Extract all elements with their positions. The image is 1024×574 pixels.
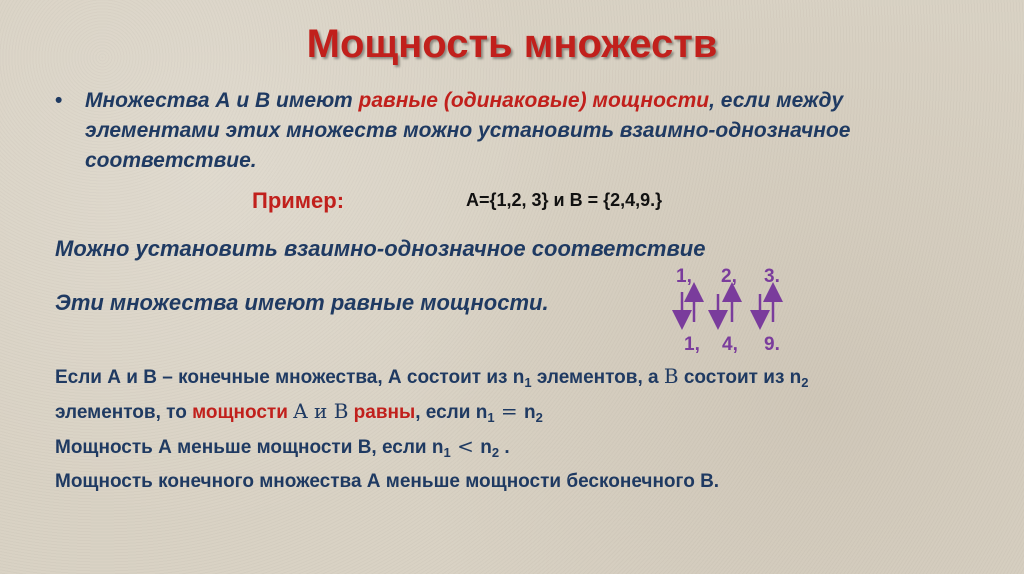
example-label: Пример: bbox=[252, 188, 345, 213]
p2-equals: = bbox=[494, 399, 525, 423]
mapping-top-3: 3. bbox=[764, 266, 780, 287]
bullet-marker: • bbox=[55, 89, 63, 112]
p1-sub-2: 2 bbox=[801, 375, 809, 390]
mapping-bottom-1: 1, bbox=[684, 334, 700, 355]
definition-part2: , если между элементами этих множеств можно установить взаимно-однозначное соответствие. bbox=[85, 89, 851, 172]
p2-red-2: равны bbox=[348, 402, 416, 423]
mapping-bottom-3: 9. bbox=[764, 334, 780, 355]
p1-text-a: Если А и В – конечные множества, А состоит из n bbox=[55, 367, 525, 388]
p1-text-b: элементов, а bbox=[531, 367, 664, 388]
p3-text-c: . bbox=[499, 437, 510, 458]
p3-text-a: Мощность А меньше мощности В, если n bbox=[55, 437, 444, 458]
p1-set-b: B bbox=[663, 364, 679, 388]
correspondence-statement: Можно установить взаимно-однозначное соответствие bbox=[55, 236, 706, 261]
p3-less-than: < bbox=[450, 434, 481, 458]
p1-sub-1: 1 bbox=[524, 375, 532, 390]
para-line-1 bbox=[55, 362, 985, 397]
finite-sets-paragraph bbox=[55, 362, 985, 496]
p2-sub-2: 2 bbox=[535, 410, 543, 425]
slide-title: Мощность множеств bbox=[306, 22, 718, 66]
example-sets: А={1,2, 3} и В = {2,4,9.} bbox=[466, 190, 663, 210]
definition-highlight: равные (одинаковые) мощности bbox=[358, 89, 710, 112]
para-line-2 bbox=[55, 397, 985, 432]
p3-sub-2: 2 bbox=[491, 445, 500, 460]
p3-sub-1: 1 bbox=[443, 445, 451, 460]
equal-cardinality-statement: Эти множества имеют равные мощности. bbox=[55, 290, 549, 315]
para-line-4: Мощность конечного множества А меньше мощности бесконечного В. bbox=[55, 471, 720, 492]
p2-sub-1: 1 bbox=[487, 410, 495, 425]
p2-sets-ab: A и B bbox=[293, 399, 349, 423]
p2-text-a: элементов, то bbox=[55, 402, 193, 423]
definition-part1: Множества А и В имеют bbox=[85, 89, 359, 112]
para-line-3 bbox=[55, 432, 985, 467]
definition-bullet bbox=[55, 86, 935, 176]
definition-text bbox=[85, 86, 935, 176]
p2-text-c: n bbox=[524, 402, 536, 423]
mapping-top-1: 1, bbox=[676, 266, 692, 287]
mapping-top-2: 2, bbox=[721, 266, 737, 287]
mapping-bottom-2: 4, bbox=[722, 334, 738, 355]
p2-red-1: мощности bbox=[192, 402, 294, 423]
p2-text-b: , если n bbox=[415, 402, 488, 423]
p1-text-c: состоит из n bbox=[678, 367, 802, 388]
p3-text-b: n bbox=[480, 437, 492, 458]
